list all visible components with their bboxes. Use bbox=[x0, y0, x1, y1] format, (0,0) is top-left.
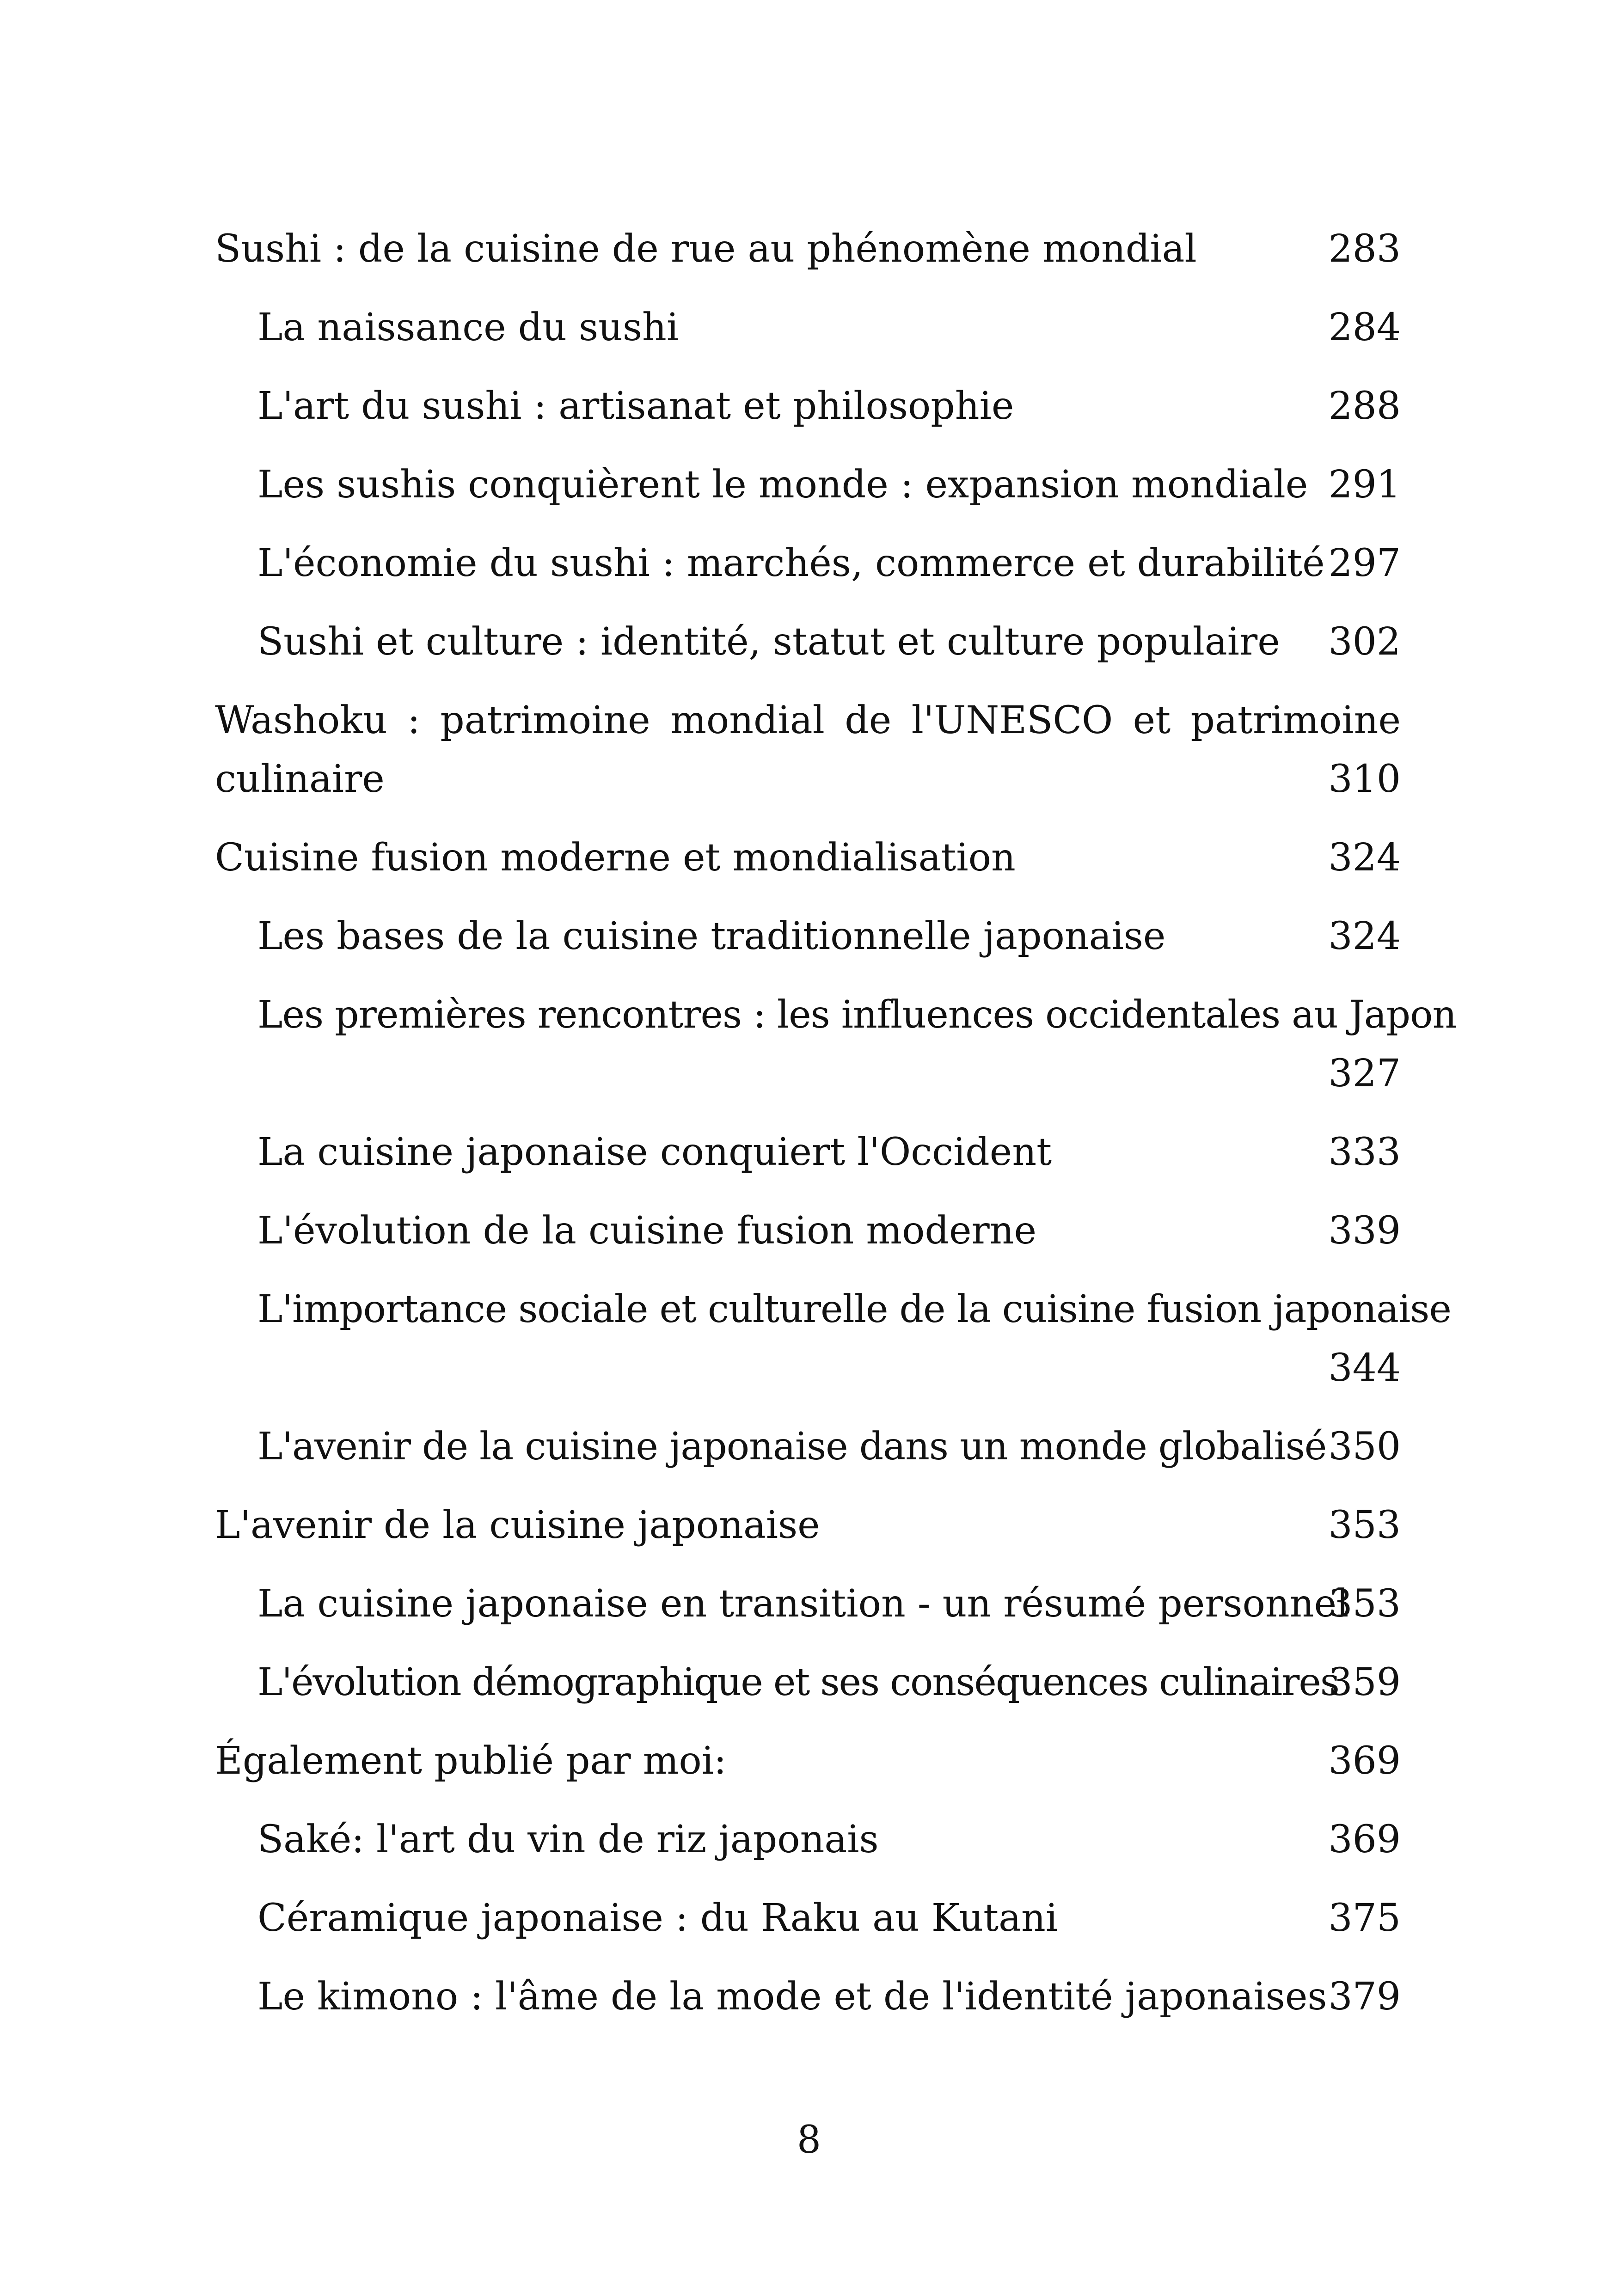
toc-word: : bbox=[407, 698, 420, 742]
toc-entry-title: Également publié par moi: bbox=[215, 1739, 727, 1783]
toc-word: l'UNESCO bbox=[911, 698, 1113, 742]
toc-entry-title: Les bases de la cuisine traditionnelle japonaise bbox=[257, 914, 1166, 958]
toc-entry-title: Les premières rencontres : les influences occidentales au Japon bbox=[257, 993, 1457, 1037]
toc-entry bbox=[215, 1496, 1401, 1555]
toc-entry-title: L'importance sociale et culturelle de la cuisine fusion japonaise bbox=[257, 1287, 1451, 1331]
table-of-contents bbox=[215, 220, 1457, 2046]
toc-entry-title: Les sushis conquièrent le monde : expansion mondiale bbox=[257, 463, 1308, 507]
toc-entry-page: 291 bbox=[1328, 463, 1401, 507]
toc-entry-title: L'avenir de la cuisine japonaise dans un monde globalisé bbox=[257, 1425, 1327, 1469]
toc-entry-page: 339 bbox=[1328, 1209, 1401, 1253]
toc-entry bbox=[215, 1810, 1401, 1869]
toc-entry bbox=[215, 907, 1401, 966]
toc-entry bbox=[215, 377, 1401, 435]
toc-entry-page: 344 bbox=[1328, 1346, 1401, 1390]
toc-entry-title: Sushi : de la cuisine de rue au phénomène mondial bbox=[215, 227, 1197, 271]
toc-entry bbox=[215, 1653, 1401, 1712]
toc-entry-page: 379 bbox=[1328, 1975, 1401, 2019]
toc-entry-title-line1 bbox=[215, 691, 1401, 750]
toc-entry-page: 353 bbox=[1328, 1582, 1401, 1626]
toc-entry bbox=[215, 220, 1401, 278]
toc-word: de bbox=[845, 698, 892, 742]
toc-entry-page: 324 bbox=[1328, 836, 1401, 880]
toc-entry-title: Céramique japonaise : du Raku au Kutani bbox=[257, 1896, 1058, 1940]
toc-entry bbox=[215, 1967, 1401, 2026]
toc-entry bbox=[215, 1732, 1401, 1790]
toc-entry bbox=[215, 986, 1457, 1103]
toc-word: patrimoine bbox=[1190, 698, 1401, 742]
toc-entry bbox=[215, 691, 1401, 808]
toc-entry-page: 283 bbox=[1328, 227, 1401, 271]
toc-entry-page: 369 bbox=[1328, 1818, 1401, 1861]
toc-entry-title-line2: culinaire bbox=[215, 757, 385, 801]
toc-entry bbox=[215, 1417, 1401, 1476]
toc-entry bbox=[215, 298, 1401, 357]
toc-entry-title: La cuisine japonaise conquiert l'Occident bbox=[257, 1130, 1052, 1174]
toc-entry-page: 353 bbox=[1328, 1503, 1401, 1547]
toc-entry-page: 327 bbox=[1328, 1052, 1401, 1096]
toc-entry bbox=[215, 1123, 1401, 1182]
toc-entry-page: 288 bbox=[1328, 384, 1401, 428]
toc-word: mondial bbox=[670, 698, 825, 742]
toc-entry-title: L'art du sushi : artisanat et philosophie bbox=[257, 384, 1014, 428]
toc-entry bbox=[215, 1201, 1401, 1260]
toc-entry-title: Cuisine fusion moderne et mondialisation bbox=[215, 836, 1016, 880]
page-number: 8 bbox=[797, 2118, 821, 2162]
toc-word: Washoku bbox=[215, 698, 387, 742]
toc-entry-title: La naissance du sushi bbox=[257, 306, 679, 349]
toc-entry bbox=[215, 1280, 1451, 1397]
toc-entry-page: 297 bbox=[1328, 541, 1401, 585]
toc-entry-page: 350 bbox=[1328, 1425, 1401, 1469]
toc-entry-page: 302 bbox=[1328, 620, 1401, 664]
toc-entry bbox=[215, 1574, 1401, 1633]
toc-entry-title: Sushi et culture : identité, statut et culture populaire bbox=[257, 620, 1280, 664]
toc-entry-title: L'évolution démographique et ses conséquences culinaires bbox=[257, 1660, 1339, 1704]
toc-entry-page: 284 bbox=[1328, 306, 1401, 349]
toc-entry-title: L'économie du sushi : marchés, commerce et durabilité bbox=[257, 541, 1325, 585]
toc-entry-page: 324 bbox=[1328, 914, 1401, 958]
toc-entry-title: La cuisine japonaise en transition - un résumé personnel bbox=[257, 1582, 1349, 1626]
toc-word: et bbox=[1133, 698, 1171, 742]
toc-entry-page: 375 bbox=[1328, 1896, 1401, 1940]
toc-entry-page: 310 bbox=[1328, 757, 1401, 801]
toc-entry-page: 359 bbox=[1328, 1660, 1401, 1704]
toc-entry bbox=[215, 534, 1401, 593]
toc-entry bbox=[215, 828, 1401, 887]
toc-entry-title: L'évolution de la cuisine fusion moderne bbox=[257, 1209, 1037, 1253]
toc-entry-title: Le kimono : l'âme de la mode et de l'identité japonaises bbox=[257, 1975, 1327, 2019]
toc-entry bbox=[215, 612, 1401, 671]
toc-word: patrimoine bbox=[440, 698, 650, 742]
toc-entry-title: L'avenir de la cuisine japonaise bbox=[215, 1503, 820, 1547]
toc-entry bbox=[215, 1889, 1401, 1947]
toc-entry bbox=[215, 455, 1401, 514]
toc-entry-page: 333 bbox=[1328, 1130, 1401, 1174]
toc-entry-page: 369 bbox=[1328, 1739, 1401, 1783]
toc-entry-title: Saké: l'art du vin de riz japonais bbox=[257, 1818, 879, 1861]
